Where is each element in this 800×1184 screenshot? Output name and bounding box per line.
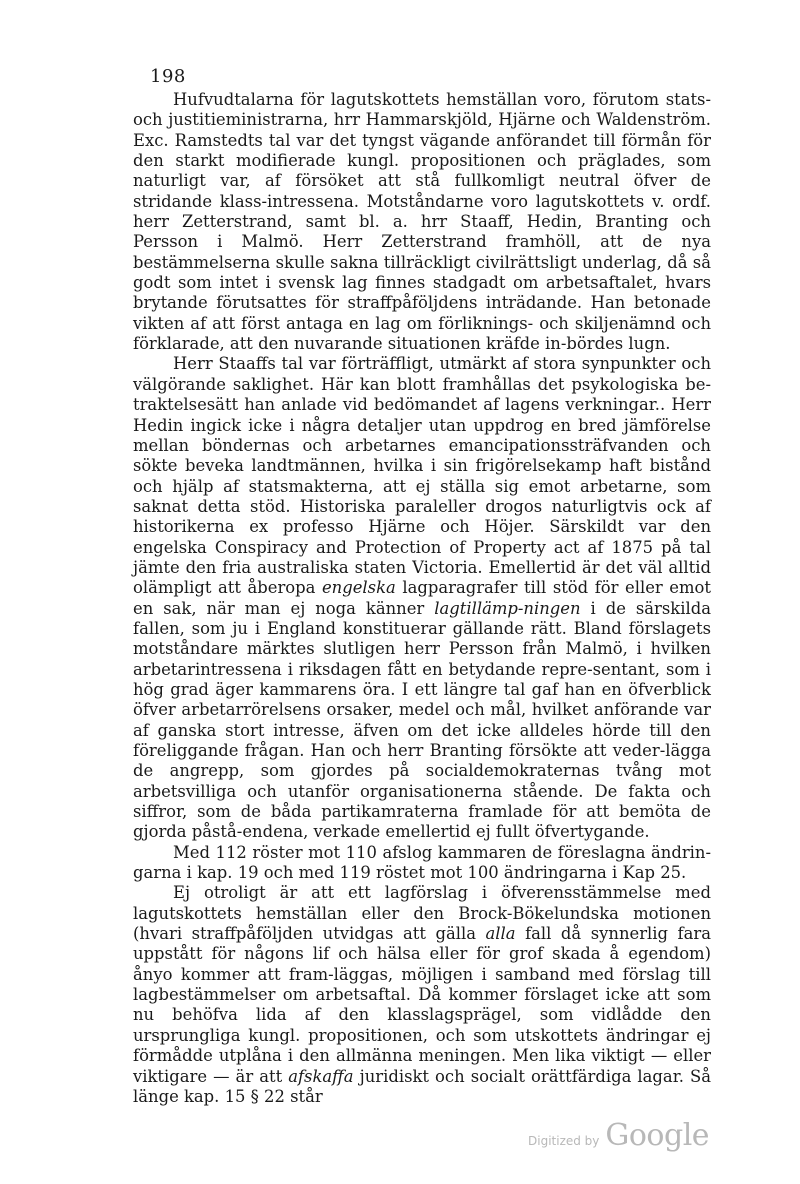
- paragraph-2-italic-lagtillampningen: lagtillämp-ningen: [434, 598, 581, 618]
- paragraph-1: [133, 90, 711, 354]
- paragraph-4-italic-afskaffa: afskaffa: [288, 1066, 354, 1086]
- watermark-prefix: Digitized by: [528, 1134, 600, 1148]
- body-text: [133, 90, 711, 1107]
- paragraph-2-text-2: lagparagrafer till stöd för eller emot en sak, när man ej noga känner: [133, 578, 711, 618]
- paragraph-2-italic-engelska: engelska: [321, 578, 396, 598]
- paragraph-3-text: Med 112 röster mot 110 afslog kammaren de föreslagna ändrin-garna i kap. 19 och med 119 röstet mot 100 ändringarna i Kap 25.: [133, 842, 711, 883]
- digitized-watermark: [528, 1118, 709, 1153]
- paragraph-3: [133, 843, 711, 884]
- paragraph-4-text-1: Ej otroligt är att ett lagförslag i öfverensstämmelse med lagutskottets hemställan eller den Brock-Bökelundska motionen (hvari straffpåföljden utvidgas att gälla: [133, 883, 711, 944]
- paragraph-2: [133, 354, 711, 842]
- paragraph-4-text-2: fall då synnerlig fara uppstått för någons lif och hälsa eller för grof skada å egendom) ånyo kommer att fram-läggas, möjligen i samband med förslag till lagbestämmelser om arbetsaftal. Då kommer förslaget icke att som nu behöfva lida af den klasslagsprägel, som vidlådde den ursprungliga kungl. propositionen, och som utskottets ändringar ej förmådde utplåna i den allmänna meningen. Men lika viktigt — eller viktigare — är att: [133, 924, 711, 1086]
- page-number: 198: [150, 66, 186, 87]
- paragraph-4-italic-alla: alla: [485, 924, 516, 944]
- paragraph-4: [133, 883, 711, 1107]
- google-logo: Google: [605, 1118, 710, 1153]
- paragraph-1-text: Hufvudtalarna för lagutskottets hemställan voro, förutom stats- och justitieministrarna, hrr Hammarskjöld, Hjärne och Waldenström. Exc. Ramstedts tal var det tyngst vägande anförandet till förmån för den starkt modifierade kungl. propositionen och präglades, som naturligt var, af försöket att stå fullkomligt neutral öfver de stridande klass-intressena. Motståndarne voro lagutskottets v. ordf. herr Zetterstrand, samt bl. a. hrr Staaff, Hedin, Branting och Persson i Malmö. Herr Zetterstrand framhöll, att de nya bestämmelserna skulle sakna tillräckligt civilrättsligt underlag, då så godt som intet i svensk lag finnes stadgadt om arbetsaftalet, hvars brytande förutsattes för straffpåföljdens inträdande. Han betonade vikten af att först antaga en lag om förliknings- och skiljenämnd och förklarade, att den nuvarande situationen kräfde in-bördes lugn.: [133, 90, 711, 354]
- paragraph-2-text-1: Herr Staaffs tal var förträffligt, utmärkt af stora synpunkter och välgörande saklighet. Här kan blott framhållas det psykologiska be-traktelsesätt han anlade vid bedömandet af lagens verkningar.. Herr Hedin ingick icke i några detaljer utan uppdrog en bred jämförelse mellan böndernas och arbetarnes emancipationssträfvanden och sökte beveka landtmännen, hvilka i sin frigörelsekamp haft bistånd och hjälp af statsmakterna, att ej ställa sig emot arbetarne, som saknat detta stöd. Historiska paraleller drogos naturligtvis ock af historikerna ex professo Hjärne och Höjer. Särskildt var den engelska Conspiracy and Protection of Property act af 1875 på tal jämte den fria australiska staten Victoria. Emellertid är det väl alltid olämpligt att åberopa: [133, 354, 711, 598]
- paragraph-2-text-3: i de särskilda fallen, som ju i England konstituerar gällande rätt. Bland förslagets motståndare märktes slutligen herr Persson från Malmö, i hvilken arbetarintressena i riksdagen fått en betydande repre-sentant, som i hög grad äger kammarens öra. I ett längre tal gaf han en öfverblick öfver arbetarrörelsens orsaker, medel och mål, hvilket anförande var af ganska stort intresse, äfven om det icke alldeles hörde till den föreliggande frågan. Han och herr Branting försökte att veder-lägga de angrepp, som gjordes på socialdemokraternas tvång mot arbetsvilliga och utanför organisationerna stående. De fakta och siffror, som de båda partikamraterna framlade för att bemöta de gjorda påstå-endena, verkade emellertid ej fullt öfvertygande.: [133, 598, 711, 842]
- paragraph-4-text-3: juridiskt och socialt orättfärdiga lagar. Så länge kap. 15 § 22 står: [133, 1066, 711, 1106]
